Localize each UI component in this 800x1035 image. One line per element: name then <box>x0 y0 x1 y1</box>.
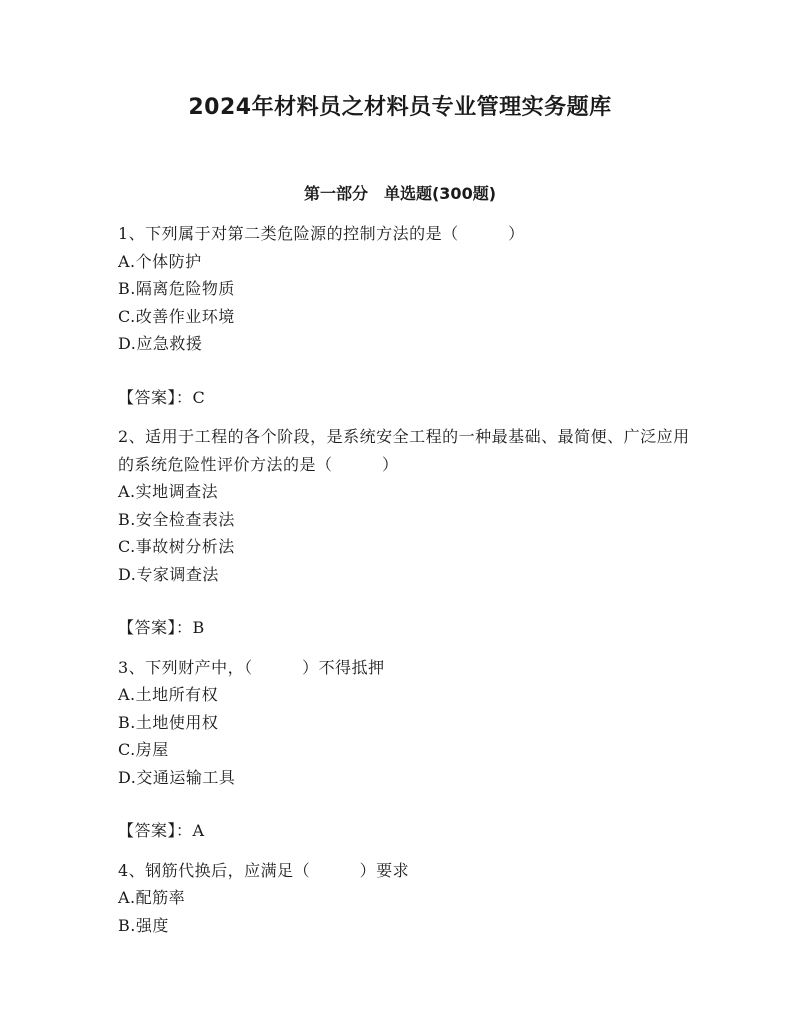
answer-label: 【答案】： <box>118 821 193 840</box>
option-b: B.土地使用权 <box>118 712 219 732</box>
question-2 <box>118 423 698 642</box>
section-title: 第一部分 单选题(300题) <box>303 184 497 203</box>
option-c: C.改善作业环境 <box>118 306 235 326</box>
option-a: A.土地所有权 <box>118 685 219 704</box>
question-3 <box>118 654 698 845</box>
option-a: A.实地调查法 <box>118 482 219 501</box>
question-stem: 4、钢筋代换后，应满足（ ）要求 <box>118 860 410 880</box>
answer-line <box>118 384 698 412</box>
option-a: A.配筋率 <box>118 888 186 907</box>
option-d: D.专家调查法 <box>118 564 219 584</box>
question-stem: 2、适用于工程的各个阶段，是系统安全工程的一种最基础、最简便、广泛应用的系统危险性评价方法的是（ ） <box>118 427 690 474</box>
answer-line <box>118 817 698 845</box>
answer-value: A <box>192 821 205 840</box>
answer-label: 【答案】： <box>118 618 193 637</box>
option-b: B.安全检查表法 <box>118 509 235 529</box>
option-b: B.隔离危险物质 <box>118 279 235 298</box>
answer-value: C <box>192 387 206 407</box>
option-c: C.事故树分析法 <box>118 537 235 556</box>
option-d: D.交通运输工具 <box>118 767 236 787</box>
question-list <box>118 220 698 939</box>
answer-line <box>118 614 698 642</box>
option-c: C.房屋 <box>118 740 169 759</box>
option-d: D.应急救援 <box>118 334 203 353</box>
question-4 <box>118 857 698 940</box>
document-title: 2024年材料员之材料员专业管理实务题库 <box>188 95 612 120</box>
option-b: B.强度 <box>118 915 169 935</box>
answer-label: 【答案】： <box>118 387 193 407</box>
question-1 <box>118 220 698 411</box>
question-stem: 3、下列财产中，（ ）不得抵押 <box>118 657 385 677</box>
option-a: A.个体防护 <box>118 251 202 271</box>
question-stem: 1、下列属于对第二类危险源的控制方法的是（ ） <box>118 224 525 243</box>
answer-value: B <box>192 618 205 637</box>
